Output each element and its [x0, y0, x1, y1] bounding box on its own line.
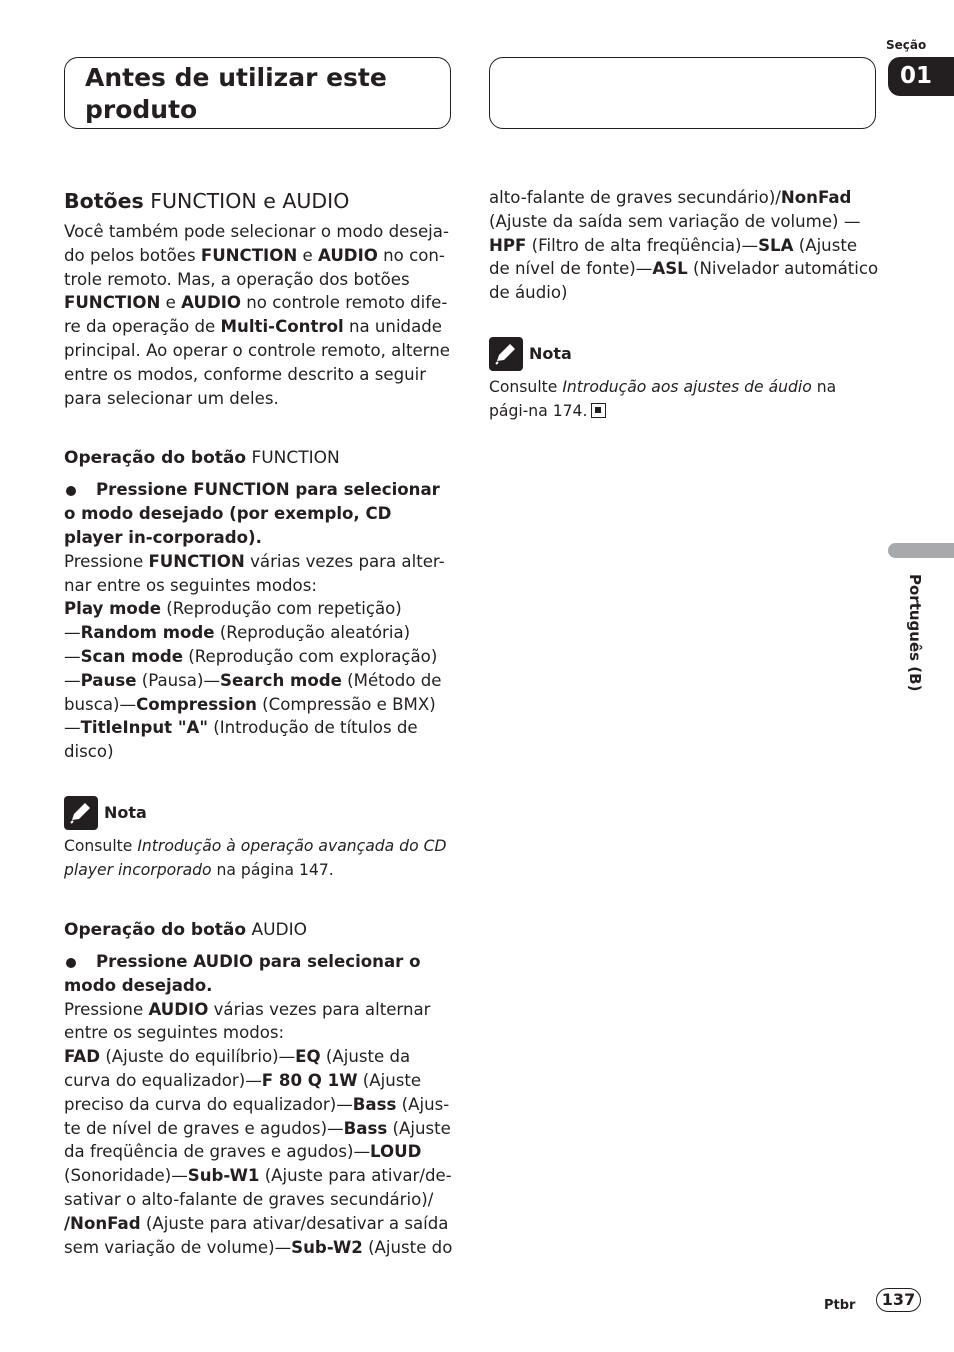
title-box [64, 57, 451, 129]
mode-item: —ASL (Nivelador automático de áudio) [489, 259, 879, 303]
pencil-note-icon [489, 337, 523, 371]
audio-heading: Operação do botão AUDIO [64, 919, 308, 940]
mode-item: —Random mode (Reprodução aleatória) [64, 623, 411, 643]
mode-item: Play mode (Reprodução com repetição) [64, 599, 402, 619]
mode-item: —Compression (Compressão e BMX) [119, 694, 436, 714]
audio-text: Pressione AUDIO várias vezes para alternar entre os seguintes modos: [64, 999, 431, 1043]
mode-item: NonFad (Ajuste da saída sem variação de volume) [489, 188, 852, 231]
intro-paragraph: Você também pode selecionar o modo deseja-do pelos botões FUNCTION e AUDIO no con-trole remoto. Mas, a operação dos botões FUNCTION e AUDIO no controle remoto dife-re da operação de Multi-Control na unidade principal. Ao operar o controle remoto, alterne entre os modos, conforme descrito a seguir para selecionar um deles. [64, 222, 450, 408]
mode-item: —Scan mode (Reprodução com exploração) [64, 646, 438, 666]
pencil-note-icon [64, 796, 98, 830]
side-tab-bar [888, 543, 954, 558]
page-title: Antes de utilizar este produto [85, 63, 387, 124]
left-column [64, 186, 454, 1259]
function-step: Pressione FUNCTION para selecionar o modo desejado (por exemplo, CD player in-corporado). [64, 480, 440, 547]
section-label: Seção [886, 38, 927, 52]
mode-item: —HPF (Filtro de alta freqüência) [489, 211, 861, 255]
side-language: Português (B) [906, 574, 924, 692]
section-number: 01 [888, 57, 954, 96]
end-mark-icon [591, 403, 606, 418]
section-heading: Botões FUNCTION e AUDIO [64, 189, 350, 213]
note-label: Nota [104, 803, 147, 823]
function-text: Pressione FUNCTION várias vezes para alter-nar entre os seguintes modos: [64, 551, 445, 595]
mode-item: —SLA (Ajuste de nível de fonte) [489, 235, 858, 279]
empty-header-box [489, 57, 876, 129]
audio-modes [64, 1045, 454, 1259]
function-modes [64, 597, 454, 764]
note-label: Nota [529, 344, 572, 364]
mode-item: —Search mode (Método de busca) [64, 670, 442, 714]
audio-step: Pressione AUDIO para selecionar o modo desejado. [64, 951, 421, 995]
page-number: 137 [876, 1288, 921, 1312]
note-header [64, 796, 454, 830]
right-column [489, 186, 879, 423]
mode-item: —Sub-W1 (Ajuste para ativar/de-sativar o alto-falante de graves secundário)/ [64, 1166, 452, 1209]
mode-item: —LOUD (Sonoridade) [64, 1142, 422, 1186]
mode-item: —Bass (Ajuste da freqüência de graves e agudos) [64, 1118, 451, 1162]
note-header [489, 337, 879, 371]
mode-item: FAD (Ajuste do equilíbrio) [64, 1047, 279, 1067]
mode-item: —TitleInput "A" (Introdução de títulos de disco) [64, 718, 418, 762]
function-heading: Operação do botão FUNCTION [64, 448, 340, 469]
mode-item: —Sub-W2 (Ajuste do [274, 1237, 453, 1257]
mode-item: —Pause (Pausa) [64, 670, 204, 690]
footer-language-code: Ptbr [824, 1298, 856, 1313]
note-text: Consulte Introdução à operação avançada do CD player incorporado na página 147. [64, 836, 447, 879]
mode-item: alto-falante de graves secundário)/ [489, 188, 781, 207]
bullet-icon [66, 958, 76, 968]
continuation-modes [489, 186, 879, 305]
mode-item: —F 80 Q 1W (Ajuste preciso da curva do equalizador) [64, 1070, 422, 1114]
mode-item: —Bass (Ajus-te de nível de graves e agudos) [64, 1094, 450, 1138]
mode-item: /NonFad (Ajuste para ativar/desativar a saída sem variação de volume) [64, 1213, 449, 1257]
note-text: Consulte Introdução aos ajustes de áudio na pági-na 174. [489, 377, 837, 420]
mode-item: —EQ (Ajuste da curva do equalizador) [64, 1047, 411, 1090]
bullet-icon [66, 486, 76, 496]
